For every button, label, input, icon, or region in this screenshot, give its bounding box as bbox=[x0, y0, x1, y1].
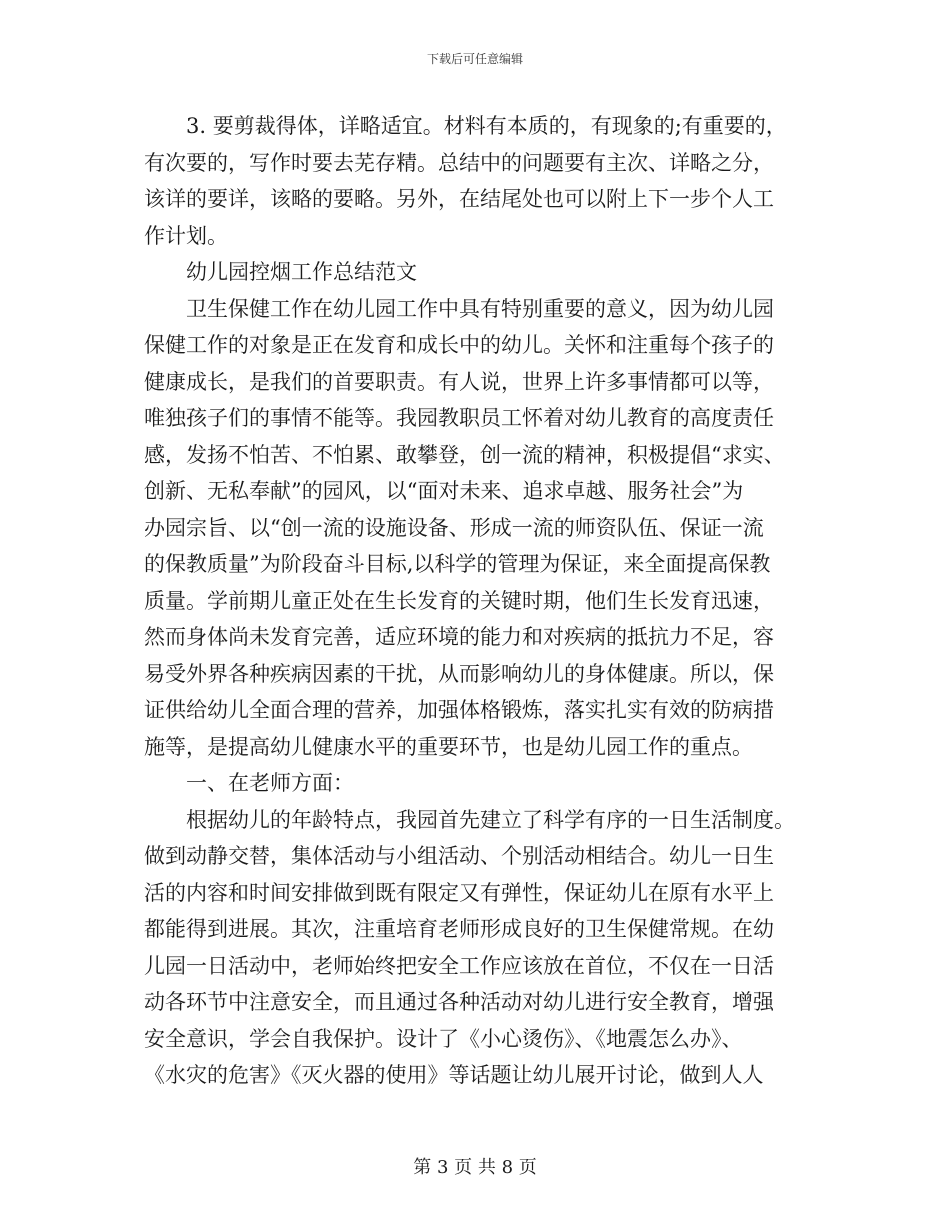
text-line: 该详的要详，该略的要略。另外，在结尾处也可以附上下一步个人工 bbox=[144, 187, 774, 211]
text-line: 唯独孩子们的事情不能等。我园教职员工怀着对幼儿教育的高度责任 bbox=[144, 406, 774, 430]
text-line: 《水灾的危害》《灭火器的使用》等话题让幼儿展开讨论，做到人人 bbox=[144, 1063, 764, 1087]
section-title: 幼儿园控烟工作总结范文 bbox=[186, 260, 417, 284]
text-line: 动各环节中注意安全，而且通过各种活动对幼儿进行安全教育，增强 bbox=[144, 990, 774, 1014]
text-line: 办园宗旨、以“创一流的设施设备、形成一流的师资队伍、保证一流 bbox=[144, 515, 764, 540]
page-number: 第 3 页 共 8 页 bbox=[413, 1157, 537, 1178]
document-body bbox=[144, 108, 814, 1094]
text-line: 然而身体尚未发育完善，适应环境的能力和对疾病的抵抗力不足，容 bbox=[144, 625, 774, 649]
text-line: 儿园一日活动中，老师始终把安全工作应该放在首位，不仅在一日活 bbox=[144, 953, 774, 978]
text-line: 感，发扬不怕苦、不怕累、敢攀登，创一流的精神，积极提倡“求实、 bbox=[144, 442, 785, 467]
text-line: 施等，是提高幼儿健康水平的重要环节，也是幼儿园工作的重点。 bbox=[144, 734, 753, 759]
text-line: 创新、无私奉献”的园风，以“面对未来、追求卓越、服务社会”为 bbox=[144, 479, 744, 503]
page-header: 下载后可任意编辑 bbox=[426, 52, 523, 66]
text-line: 根据幼儿的年龄特点，我园首先建立了科学有序的一日生活制度。 bbox=[186, 807, 795, 832]
text-line: 的保教质量”为阶段奋斗目标,以科学的管理为保证，来全面提高保教 bbox=[144, 552, 771, 576]
text-line: 健康成长，是我们的首要职责。有人说，世界上许多事情都可以等， bbox=[144, 369, 774, 394]
text-line: 保健工作的对象是正在发育和成长中的幼儿。关怀和注重每个孩子的 bbox=[144, 333, 774, 357]
text-line: 易受外界各种疾病因素的干扰，从而影响幼儿的身体健康。所以，保 bbox=[144, 661, 774, 686]
text-line: 卫生保健工作在幼儿园工作中具有特别重要的意义，因为幼儿园 bbox=[186, 296, 774, 321]
text-line: 安全意识，学会自我保护。设计了《小心烫伤》、《地震怎么办》、 bbox=[144, 1026, 743, 1051]
text-line: 3. 要剪裁得体，详略适宜。材料有本质的，有现象的;有重要的， bbox=[186, 114, 787, 138]
text-line: 证供给幼儿全面合理的营养，加强体格锻炼，落实扎实有效的防病措 bbox=[144, 698, 774, 722]
text-line: 有次要的，写作时要去芜存精。总结中的问题要有主次、详略之分， bbox=[144, 150, 774, 175]
text-line: 做到动静交替，集体活动与小组活动、个别活动相结合。幼儿一日生 bbox=[144, 844, 774, 868]
text-line: 作计划。 bbox=[144, 223, 228, 248]
text-line: 活的内容和时间安排做到既有限定又有弹性，保证幼儿在原有水平上 bbox=[144, 880, 774, 905]
text-line: 质量。学前期儿童正处在生长发育的关键时期，他们生长发育迅速， bbox=[144, 588, 774, 613]
text-line: 都能得到进展。其次，注重培育老师形成良好的卫生保健常规。在幼 bbox=[144, 917, 774, 941]
section-heading: 一、在老师方面： bbox=[186, 771, 354, 795]
